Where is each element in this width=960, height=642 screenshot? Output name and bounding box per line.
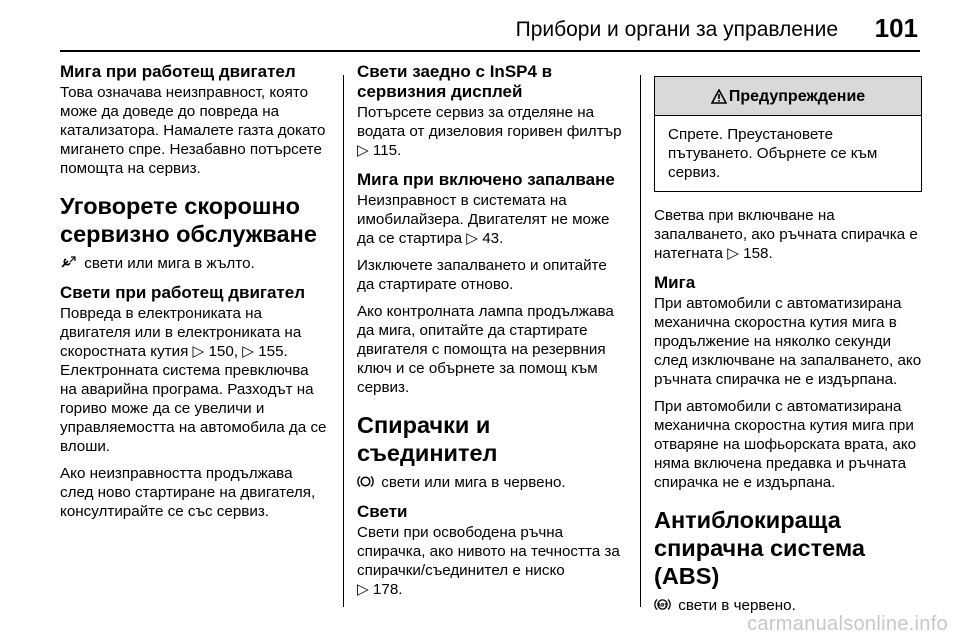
brake-circle-icon xyxy=(357,474,374,489)
page-ref[interactable]: 150 xyxy=(208,343,234,360)
paragraph-text: свети или мига в червено. xyxy=(377,474,566,491)
page-ref[interactable]: 158 xyxy=(743,245,769,262)
warning-body xyxy=(655,116,921,191)
section-heading: Свети заедно с InSP4 в сервизния дисплей xyxy=(357,62,553,101)
ref-triangle-icon: ▷ xyxy=(727,245,739,262)
paragraph: Това означава неизправност, която може да доведе до повреда на катализатора. Намалете газта докато мигането спре. Незабавно потърсете помощта на сервиз. xyxy=(60,84,326,177)
warning-box xyxy=(654,76,922,192)
paragraph-text: Неизправност в системата на имобилайзера. Двигателят не може да се стартира xyxy=(357,192,610,247)
paragraph xyxy=(60,254,328,273)
separator: , xyxy=(233,343,243,360)
ref-triangle-icon: ▷ xyxy=(466,230,478,247)
punct: . xyxy=(283,343,288,360)
page-ref[interactable]: 178 xyxy=(372,581,399,598)
abs-icon xyxy=(654,597,671,612)
chapter-heading: Антиблокираща спирачна система (ABS) xyxy=(654,507,865,589)
paragraph: Светва при включване на запалването, ако ръчната спирачка е натегната ▷ 158. xyxy=(654,207,918,262)
paragraph-text: свети или мига в жълто. xyxy=(80,255,255,272)
paragraph-text: свети в червено. xyxy=(674,597,796,614)
section-heading: Мига xyxy=(654,273,696,292)
paragraph-text: Светва при включване на запалването, ако ръчната спирачка е натегната xyxy=(654,207,918,262)
paragraph-text: Повреда в електрониката на двигателя или в електрониката на скоростната кутия xyxy=(60,305,302,360)
paragraph: Неизправност в системата на имобилайзера. Двигателят не може да се стартира ▷ 43. xyxy=(357,192,610,247)
paragraph: Потърсете сервиз за отделяне на водата от дизеловия горивен филтър ▷ 115. xyxy=(357,104,622,159)
paragraph-text: Свети при освободена ръчна спирачка, ако нивото на течността за спирачки/съединител е ниско xyxy=(357,524,620,579)
ref-triangle-icon: ▷ xyxy=(242,343,254,360)
paragraph: Спрете. Преустановете пътуването. Обърнете се към сервиз. xyxy=(668,126,878,181)
service-wrench-icon xyxy=(60,255,77,270)
section-heading: Мига при работещ двигател xyxy=(60,62,296,81)
page-ref[interactable]: 155 xyxy=(258,343,284,360)
column-3 xyxy=(654,62,924,625)
page-ref[interactable]: 115 xyxy=(372,142,398,159)
header-title: Прибори и органи за управление xyxy=(515,18,838,41)
warning-header xyxy=(655,77,921,116)
ref-triangle-icon: ▷ xyxy=(357,142,369,159)
warning-title: Предупреждение xyxy=(728,87,866,105)
section-heading: Свети xyxy=(357,502,408,521)
watermark: carmanualsonline.info xyxy=(747,613,948,635)
paragraph: Ако контролната лампа продължава да мига, опитайте да стартирате двигателя с помощта на резервния ключ и се обърнете за помощ към сервиз. xyxy=(357,303,614,396)
column-divider xyxy=(343,75,344,607)
section-heading: Свети при работещ двигател xyxy=(60,283,306,302)
chapter-heading: Уговорете скорошно сервизно обслужване xyxy=(60,193,317,247)
paragraph: При автомобили с автоматизирана механична скоростна кутия мига при отваряне на шофьорската врата, ако няма включена предавка и ръчната спирачка не е издърпана. xyxy=(654,398,917,491)
svg-text:ABS: ABS xyxy=(657,603,668,609)
ref-triangle-icon: ▷ xyxy=(192,343,205,360)
paragraph-text: Електронната система превключва на аварийна програма. Разходът на гориво може да се увеличи и управляемостта на автомобила да се влоши. xyxy=(60,362,327,455)
page-ref[interactable]: 43 xyxy=(482,230,500,247)
chapter-heading: Спирачки и съединител xyxy=(357,412,498,466)
column-2 xyxy=(357,62,627,609)
column-divider xyxy=(640,75,641,607)
paragraph: Свети при освободена ръчна спирачка, ако нивото на течността за спирачки/съединител е ниско ▷ 178. xyxy=(357,524,620,598)
paragraph: При автомобили с автоматизирана механична скоростна кутия мига в продължение на няколко секунди след изключване на запалването, ако ръчната спирачка не е издърпана. xyxy=(654,295,922,388)
paragraph xyxy=(357,473,627,492)
paragraph: Изключете запалването и опитайте да стартирате отново. xyxy=(357,257,607,293)
warning-triangle-icon xyxy=(711,89,727,104)
section-heading: Мига при включено запалване xyxy=(357,170,615,189)
page-header xyxy=(0,0,960,50)
paragraph-text: Потърсете сервиз за отделяне на водата от дизеловия горивен филтър xyxy=(357,104,622,140)
header-rule xyxy=(60,50,920,52)
page-number: 101 xyxy=(874,13,918,43)
column-1 xyxy=(60,62,328,531)
ref-triangle-icon: ▷ xyxy=(357,581,369,598)
paragraph xyxy=(60,304,328,456)
paragraph: Ако неизправността продължава след ново стартиране на двигателя, консултирайте се със сервиз. xyxy=(60,465,316,520)
